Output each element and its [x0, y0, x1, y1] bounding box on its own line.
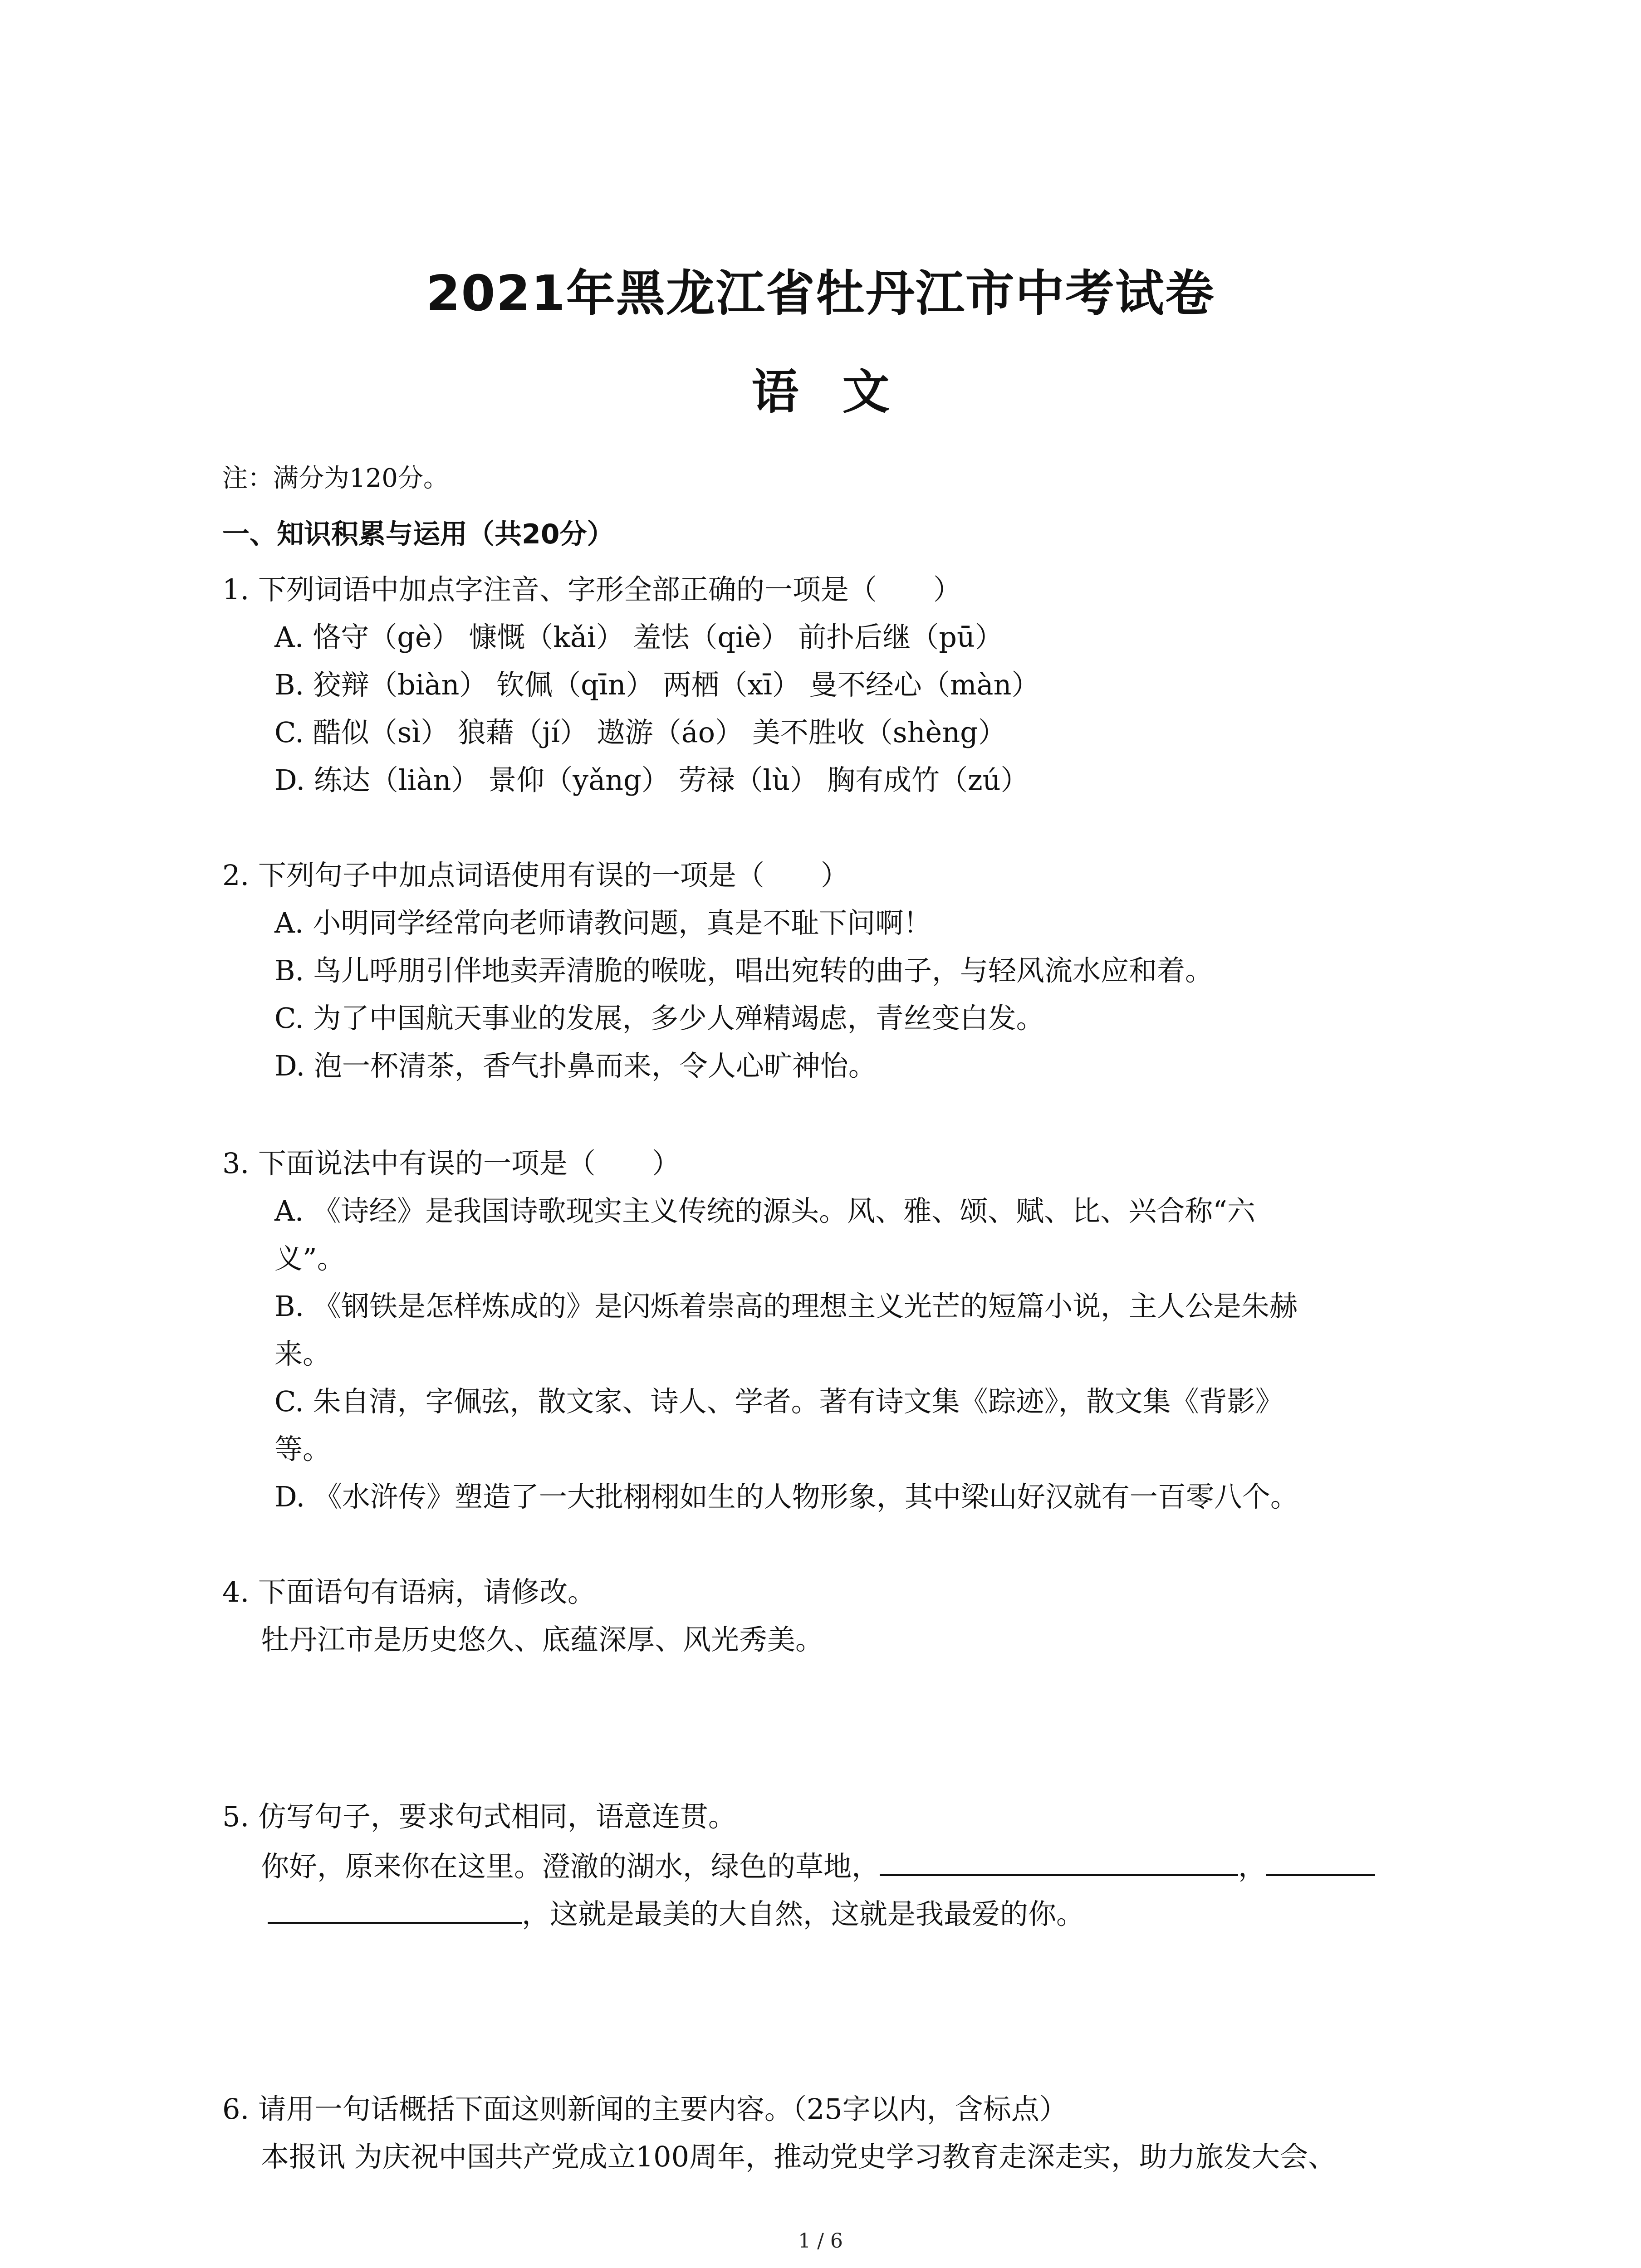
question-2-option-a: A. 小明同学经常向老师请教问题，真是不耻下问啊！ — [274, 906, 932, 939]
question-5-line-2 — [268, 1892, 1084, 1932]
answer-blank-2[interactable] — [1266, 1848, 1375, 1876]
question-1-stem: 1. 下列词语中加点字注音、字形全部正确的一项是（ ） — [222, 573, 961, 606]
question-1-option-b: B. 狡辩（biàn） 钦佩（qīn） 两栖（xī） 曼不经心（màn） — [274, 668, 1040, 701]
question-6-stem: 6. 请用一句话概括下面这则新闻的主要内容。（25字以内，含标点） — [222, 2092, 1068, 2126]
subject-title: 语 文 — [751, 364, 890, 420]
score-note: 注：满分为120分。 — [222, 464, 449, 493]
question-1-option-d: D. 练达（liàn） 景仰（yǎng） 劳禄（lù） 胸有成竹（zú） — [274, 763, 1029, 797]
question-2-option-c: C. 为了中国航天事业的发展，多少人殚精竭虑，青丝变白发。 — [274, 1002, 1044, 1035]
question-4-sentence: 牡丹江市是历史悠久、底蕴深厚、风光秀美。 — [261, 1623, 824, 1656]
question-2-stem: 2. 下列句子中加点词语使用有误的一项是（ ） — [222, 859, 849, 892]
question-4-stem: 4. 下面语句有语病，请修改。 — [222, 1575, 596, 1608]
question-3-option-a: A. 《诗经》是我国诗歌现实主义传统的源头。风、雅、颂、赋、比、兴合称“六 — [274, 1194, 1255, 1227]
question-2-option-d: D. 泡一杯清茶，香气扑鼻而来，令人心旷神怡。 — [274, 1049, 877, 1082]
question-3-option-c: C. 朱自清，字佩弦，散文家、诗人、学者。著有诗文集《踪迹》，散文集《背影》 — [274, 1385, 1283, 1418]
question-3-option-a-cont: 义”。 — [274, 1242, 345, 1275]
question-3-option-b: B. 《钢铁是怎样炼成的》是闪烁着崇高的理想主义光芒的短篇小说，主人公是朱赫 — [274, 1290, 1298, 1323]
question-2-option-b: B. 鸟儿呼朋引伴地卖弄清脆的喉咙，唱出宛转的曲子，与轻风流水应和着。 — [274, 954, 1213, 987]
section-heading: 一、知识积累与运用（共20分） — [222, 518, 614, 550]
question-5-text-2: ，这就是最美的大自然，这就是我最爱的你。 — [522, 1897, 1085, 1931]
answer-blank-1[interactable] — [880, 1848, 1238, 1876]
answer-blank-2-cont[interactable] — [268, 1896, 522, 1924]
question-1-option-a: A. 恪守（gè） 慷慨（kǎi） 羞怯（qiè） 前扑后继（pū） — [274, 621, 1003, 654]
question-3-option-c-cont: 等。 — [274, 1432, 331, 1466]
question-6-news-text: 本报讯 为庆祝中国共产党成立100周年，推动党史学习教育走深走实，助力旅发大会、 — [261, 2140, 1337, 2173]
question-3-option-d: D. 《水浒传》塑造了一大批栩栩如生的人物形象，其中梁山好汉就有一百零八个。 — [274, 1480, 1298, 1513]
question-5-text-1: 你好，原来你在这里。澄澈的湖水，绿色的草地， — [261, 1850, 880, 1883]
exam-title: 2021年黑龙江省牡丹江市中考试卷 — [426, 265, 1215, 322]
question-1-option-c: C. 酷似（sì） 狼藉（jí） 遨游（áo） 美不胜收（shèng） — [274, 716, 1006, 749]
question-3-stem: 3. 下面说法中有误的一项是（ ） — [222, 1147, 680, 1180]
page-number: 1 / 6 — [798, 2229, 843, 2253]
question-5-stem: 5. 仿写句子，要求句式相同，语意连贯。 — [222, 1800, 736, 1833]
question-5-line-1 — [261, 1844, 1375, 1884]
question-3-option-b-cont: 来。 — [274, 1337, 331, 1370]
question-5-comma: ， — [1238, 1850, 1267, 1883]
